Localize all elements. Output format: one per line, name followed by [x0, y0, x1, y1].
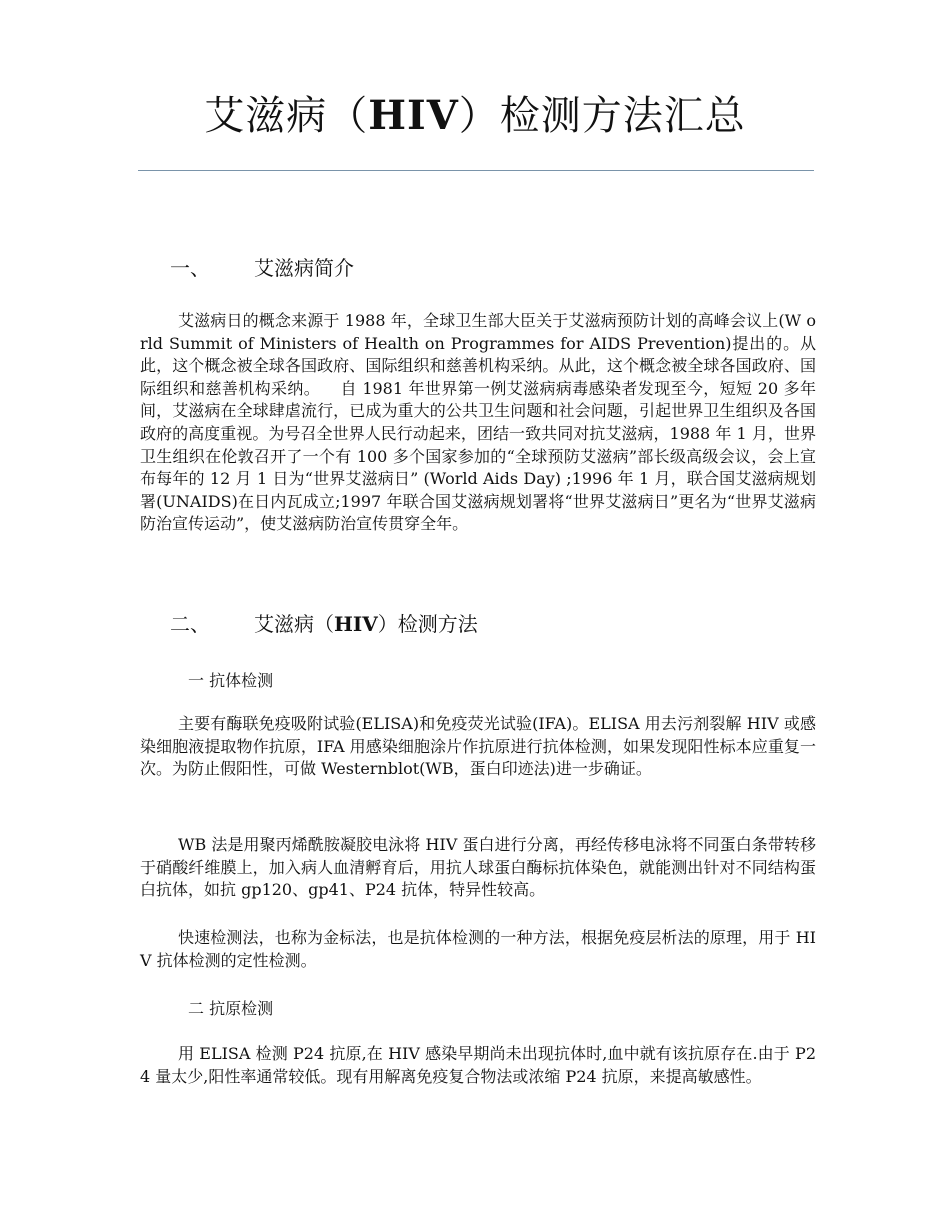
paragraph-antibody-elisa: 主要有酶联免疫吸附试验(ELISA)和免疫荧光试验(IFA)。ELISA 用去污剂裂解 HIV 或感染细胞液提取物作抗原，IFA 用感染细胞涂片作抗原进行抗体检测，如果发现阳性标本应重复一次。为防止假阳性，可做 Westernblot(WB，蛋白印迹法)进一步确证。	[140, 714, 816, 779]
paragraph-antigen: 用 ELISA 检测 P24 抗原,在 HIV 感染早期尚未出现抗体时,血中就有该抗原存在.由于 P24 量太少,阳性率通常较低。现有用解离免疫复合物法或浓缩 P24 抗原，来提高敏感性。	[140, 1044, 816, 1086]
paragraph-antibody-rapid: 快速检测法，也称为金标法，也是抗体检测的一种方法，根据免疫层析法的原理，用于 HIV 抗体检测的定性检测。	[140, 928, 816, 970]
subsection-heading-antibody: 一 抗体检测	[188, 671, 274, 690]
title-divider	[138, 170, 814, 171]
paragraph-antibody-wb: WB 法是用聚丙烯酰胺凝胶电泳将 HIV 蛋白进行分离，再经传移电泳将不同蛋白条带转移于硝酸纤维膜上，加入病人血清孵育后，用抗人球蛋白酶标抗体染色，就能测出针对不同结构蛋白抗体，如抗 gp120、gp41、P24 抗体，特异性较高。	[140, 835, 816, 900]
section-number: 一、	[170, 256, 210, 280]
subsection-heading-antigen: 二 抗原检测	[188, 999, 274, 1018]
document-title: 艾滋病（HIV）检测方法汇总	[204, 92, 746, 139]
section-number: 二、	[170, 612, 210, 636]
section-heading-text: 艾滋病简介	[254, 256, 354, 280]
section-heading-intro	[170, 254, 354, 282]
paragraph-intro: 艾滋病日的概念来源于 1988 年，全球卫生部大臣关于艾滋病预防计划的高峰会议上(W orld Summit of Ministers of Health on Programmes for AIDS Prevention)提出的。从此，这个概念被全球各国政府、国际组织和慈善机构采纳。从此，这个概念被全球各国政府、国际组织和慈善机构采纳。 自 1981 年世界第一例艾滋病病毒感染者发现至今，短短 20 多年间，艾滋病在全球肆虐流行，已成为重大的公共卫生问题和社会问题，引起世界卫生组织及各国政府的高度重视。为号召全世界人民行动起来，团结一致共同对抗艾滋病，1988 年 1 月，世界卫生组织在伦敦召开了一个有 100 多个国家参加的“全球预防艾滋病”部长级高级会议，会上宣布每年的 12 月 1 日为“世界艾滋病日” (World Aids Day) ;1996 年 1 月，联合国艾滋病规划署(UNAIDS)在日内瓦成立;1997 年联合国艾滋病规划署将“世界艾滋病日”更名为“世界艾滋病防治宣传运动”，使艾滋病防治宣传贯穿全年。	[140, 311, 816, 534]
section-heading-methods: 二、 艾滋病（HIV）检测方法	[170, 612, 478, 636]
